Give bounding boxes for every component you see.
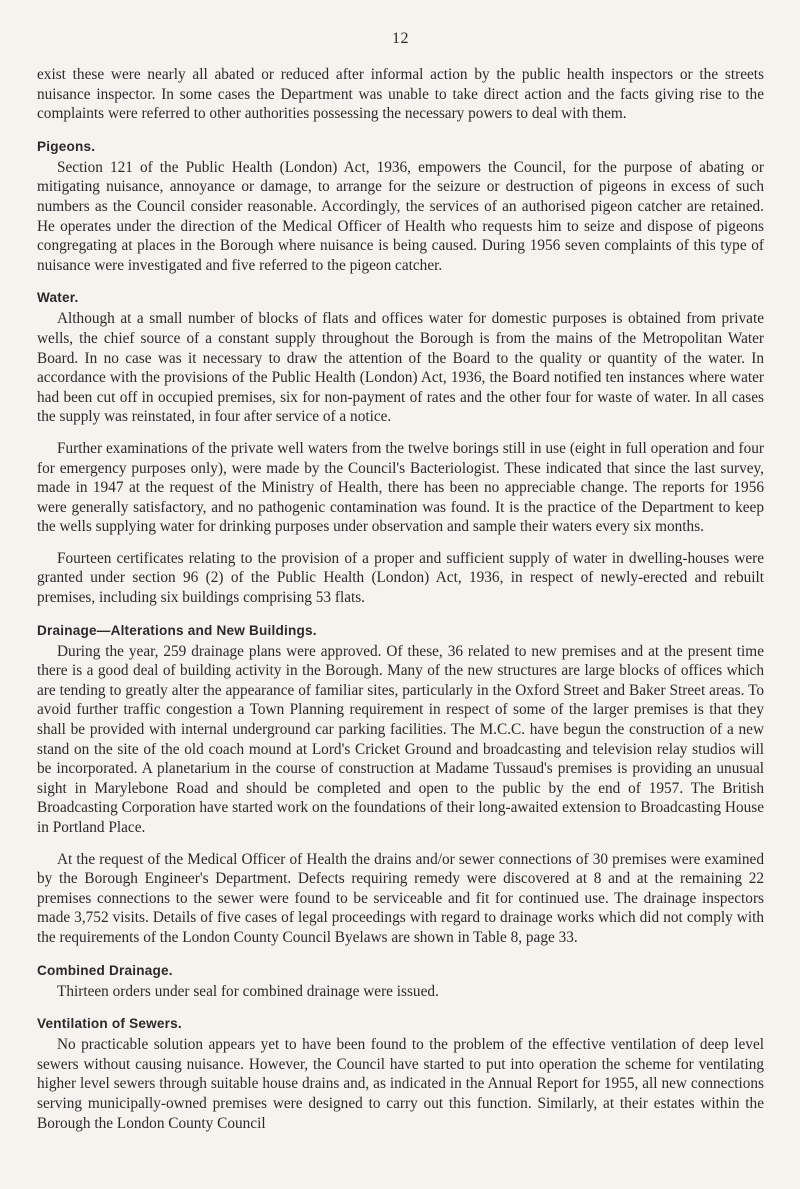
body-paragraph: At the request of the Medical Officer of Health the drains and/or sewer connections of 30 premises were examined by the Borough Engineer's Department. Defects requiring remedy were discovered at 8 and at the remaining 22 premises connections to the sewer were found to be serviceable and fit for continued use. The drainage inspectors made 3,752 visits. Details of five cases of legal proceedings with regard to drainage works which did not comply with the requirements of the London County Council Byelaws are shown in Table 8, page 33. bbox=[37, 850, 764, 946]
body-paragraph: Section 121 of the Public Health (London) Act, 1936, empowers the Council, for the purpose of abating or mitigating nuisance, annoyance or damage, to arrange for the seizure or destruction of pigeons in excess of such numbers as the Council consider reasonable. Accordingly, the services of an authorised pigeon catcher are retained. He operates under the direction of the Medical Officer of Health who requests him to seize and dispose of pigeons congregating at places in the Borough where nuisance is being caused. During 1956 seven complaints of this type of nuisance were investigated and five referred to the pigeon catcher. bbox=[37, 158, 764, 274]
body-paragraph: During the year, 259 drainage plans were approved. Of these, 36 related to new premises and at the present time there is a good deal of building activity in the Borough. Many of the new structures are large blocks of offices which are tending to greatly alter the appearance of familiar sites, particularly in the Oxford Street and Baker Street areas. To avoid further traffic congestion a Town Planning requirement in respect of some of the larger premises is that they shall be provided with internal underground car parking facilities. The M.C.C. have begun the construction of a new stand on the site of the old coach mound at Lord's Cricket Ground and broadcasting and television relay studios will be incorporated. A planetarium in the course of construction at Madame Tussaud's premises is providing an unusual sight in Marylebone Road and should be completed and open to the public by the end of 1957. The British Broadcasting Corporation have started work on the foundations of their long-awaited extension to Broadcasting House in Portland Place. bbox=[37, 642, 764, 836]
section-drainage-alterations bbox=[37, 623, 764, 948]
body-paragraph: No practicable solution appears yet to have been found to the problem of the effective ventilation of deep level sewers without causing nuisance. However, the Council have started to put into operation the scheme for ventilating higher level sewers through suitable house drains and, as indicated in the Annual Report for 1955, all new connections serving municipally-owned premises were designed to carry out this function. Similarly, at their estates within the Borough the London County Council bbox=[37, 1036, 764, 1132]
section-pigeons bbox=[37, 139, 764, 276]
section-heading: Combined Drainage. bbox=[37, 962, 173, 978]
section-heading: Ventilation of Sewers. bbox=[37, 1016, 182, 1032]
section-combined-drainage bbox=[37, 963, 764, 1002]
body-paragraph: Further examinations of the private well waters from the twelve borings still in use (eight in full operation and four for emergency purposes only), were made by the Council's Bacteriologist. These indicated that since the last survey, made in 1947 at the request of the Ministry of Health, there has been no appreciable change. The reports for 1956 were generally satisfactory, and no pathogenic contamination was found. It is the practice of the Department to keep the wells supplying water for drinking purposes under observation and sample their waters every six months. bbox=[37, 439, 764, 536]
body-paragraph: Fourteen certificates relating to the provision of a proper and sufficient supply of water in dwelling-houses were granted under section 96 (2) of the Public Health (London) Act, 1936, in respect of newly-erected and rebuilt premises, including six buildings comprising 53 flats. bbox=[37, 549, 764, 607]
intro-paragraph: exist these were nearly all abated or reduced after informal action by the public health inspectors or the streets nuisance inspector. In some cases the Department was unable to take direct action and the facts giving rise to the complaints were referred to other authorities possessing the necessary powers to deal with them. bbox=[37, 66, 764, 123]
section-heading: Pigeons. bbox=[37, 138, 96, 154]
page-number: 12 bbox=[392, 30, 409, 47]
section-heading: Drainage—Alterations and New Buildings. bbox=[37, 622, 317, 638]
section-water bbox=[37, 290, 764, 607]
body-paragraph: Although at a small number of blocks of flats and offices water for domestic purposes is obtained from private wells, the chief source of a constant supply throughout the Borough is from the mains of the Metropolitan Water Board. In no case was it necessary to draw the attention of the Board to the quality or quantity of the water. In accordance with the provisions of the Public Health (London) Act, 1936, the Board notified ten instances where water had been cut off in occupied premises, six for non-payment of rates and the other four for waste of water. In all cases the supply was reinstated, in four after service of a notice. bbox=[37, 310, 764, 426]
body-paragraph: Thirteen orders under seal for combined drainage were issued. bbox=[57, 982, 439, 1000]
section-heading: Water. bbox=[37, 290, 79, 306]
section-ventilation-of-sewers bbox=[37, 1016, 764, 1133]
